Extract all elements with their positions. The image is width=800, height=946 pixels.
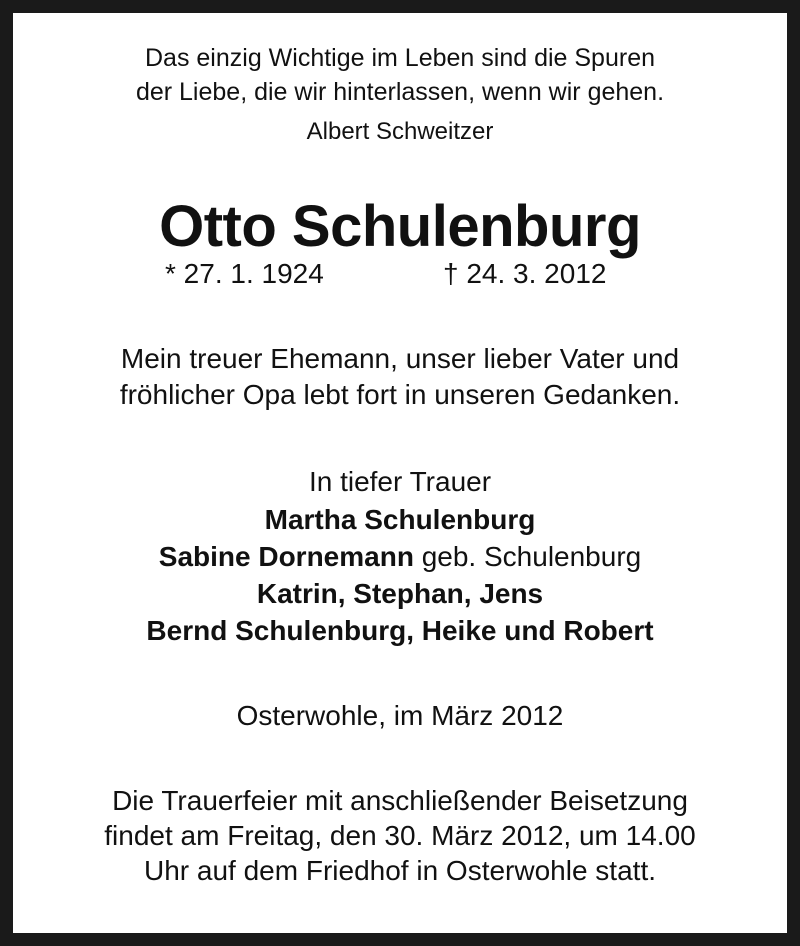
funeral-line-3: Uhr auf dem Friedhof in Osterwohle statt.	[144, 855, 656, 886]
mourner-line-2	[13, 539, 787, 575]
death-date: † 24. 3. 2012	[443, 258, 607, 289]
mourner-line-2-name: Sabine Dornemann	[158, 541, 414, 572]
mourner-line-2-maiden: geb. Schulenburg	[413, 541, 642, 572]
mourner-line-4: Bernd Schulenburg, Heike und Robert	[146, 615, 654, 646]
mourning-intro: In tiefer Trauer	[308, 466, 492, 497]
tribute-line-2: fröhlicher Opa lebt fort in unseren Gedanken.	[119, 379, 681, 410]
quote-line-1: Das einzig Wichtige im Leben sind die Spuren	[145, 44, 655, 72]
birth-date: * 27. 1. 1924	[165, 258, 324, 289]
place-date: Osterwohle, im März 2012	[236, 700, 564, 731]
funeral-line-2: findet am Freitag, den 30. März 2012, um 14.00	[104, 820, 696, 851]
obituary-notice	[13, 13, 787, 933]
mourner-line-3: Katrin, Stephan, Jens	[256, 578, 544, 609]
funeral-line-1: Die Trauerfeier mit anschließender Beisetzung	[112, 785, 688, 816]
mourner-line-1: Martha Schulenburg	[264, 504, 536, 535]
quote-author: Albert Schweitzer	[306, 118, 494, 145]
quote-line-2: der Liebe, die wir hinterlassen, wenn wir gehen.	[135, 78, 665, 106]
deceased-name: Otto Schulenburg	[159, 194, 641, 259]
tribute-line-1: Mein treuer Ehemann, unser lieber Vater und	[120, 343, 680, 374]
